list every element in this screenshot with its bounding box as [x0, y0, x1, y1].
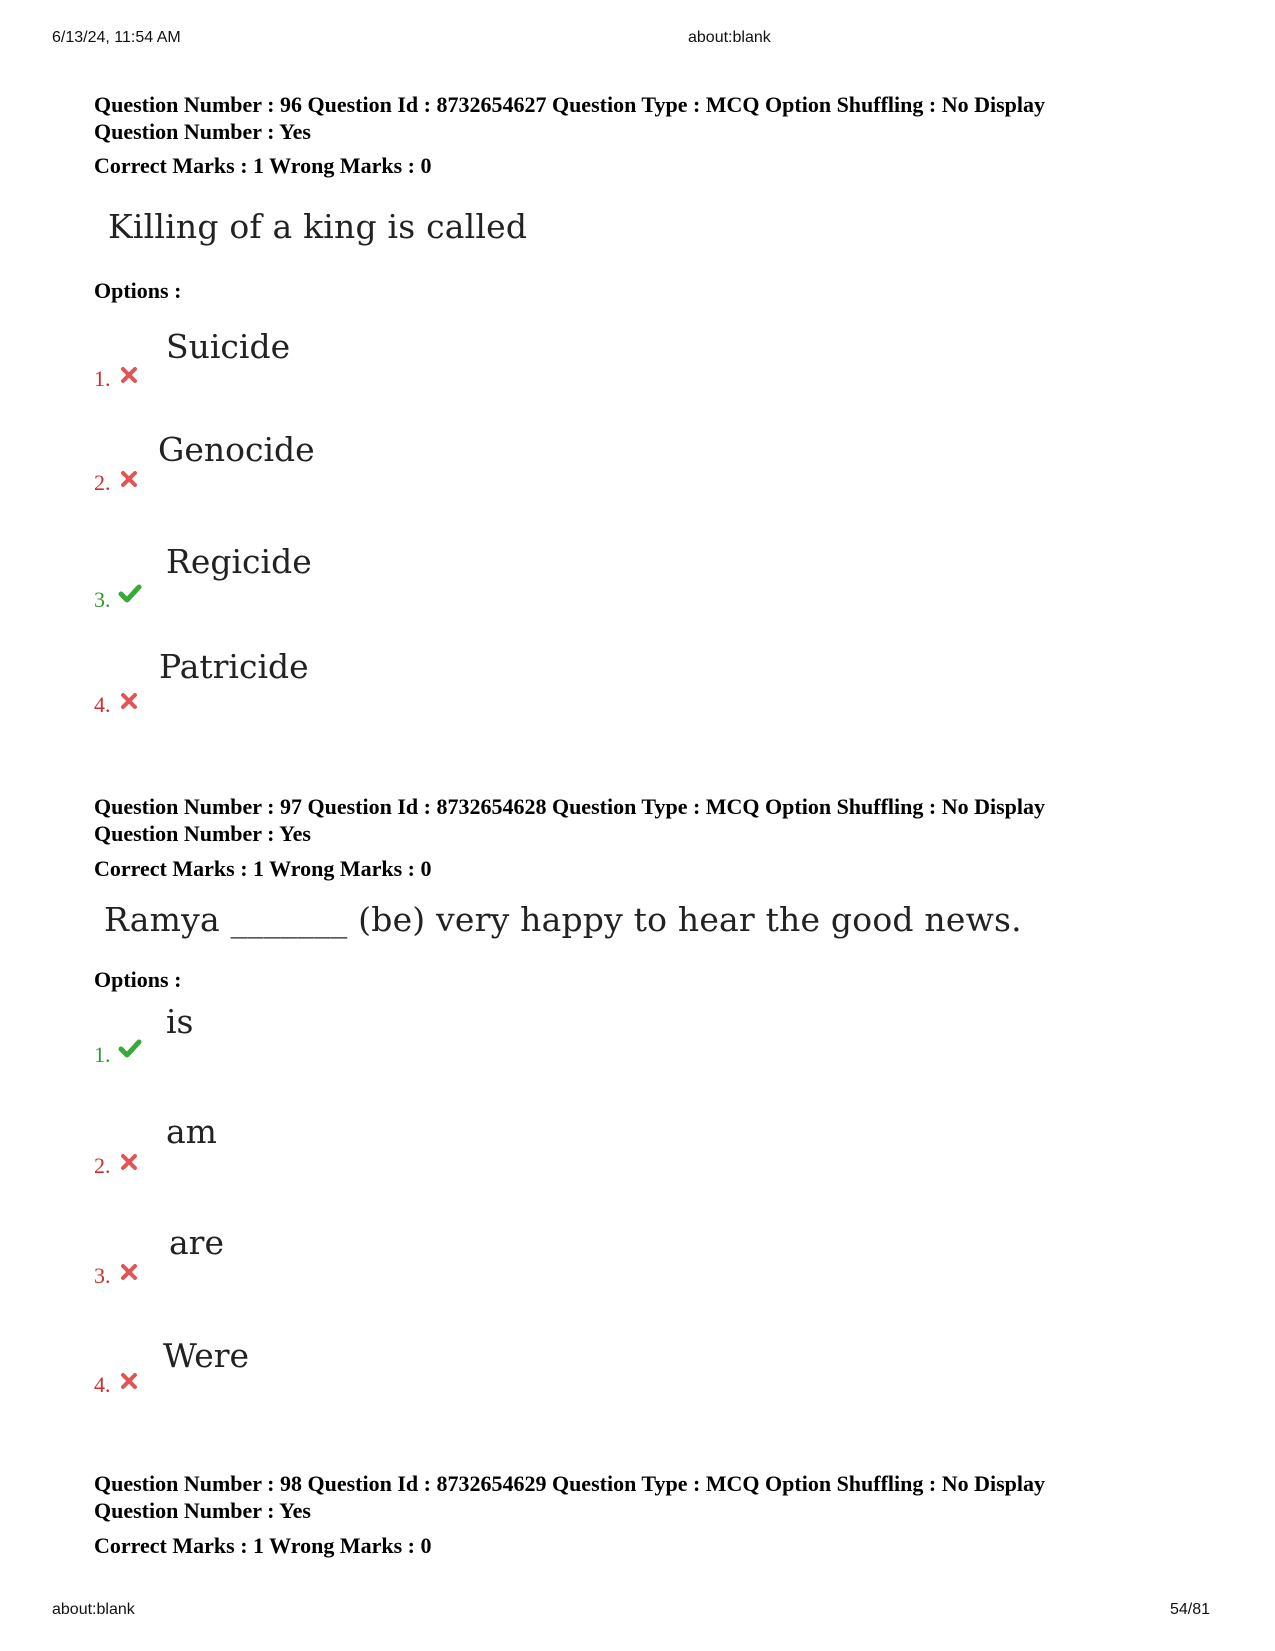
option-number: 4.	[94, 1372, 111, 1397]
option-text: Suicide	[166, 327, 291, 366]
option-text: is	[166, 1002, 194, 1041]
cross-icon	[120, 1372, 138, 1390]
option-text: am	[166, 1112, 217, 1151]
cross-icon	[120, 1153, 138, 1171]
option-number: 4.	[94, 692, 111, 717]
options-label: Options :	[94, 967, 182, 992]
check-icon	[118, 1039, 142, 1059]
question-98-meta	[94, 1470, 1045, 1524]
option-text: Patricide	[159, 647, 309, 686]
question-97-meta	[94, 793, 1045, 847]
check-icon	[118, 584, 142, 604]
question-97-marks: Correct Marks : 1 Wrong Marks : 0	[94, 856, 432, 881]
print-url: about:blank	[688, 29, 771, 46]
question-meta-line: Question Number : 97 Question Id : 8732654628 Question Type : MCQ Option Shuffling : No Display	[94, 794, 1046, 819]
question-96-text: Killing of a king is called	[108, 207, 528, 246]
question-98-marks: Correct Marks : 1 Wrong Marks : 0	[94, 1533, 432, 1558]
option-text: Were	[163, 1336, 250, 1375]
cross-icon	[120, 1263, 138, 1281]
question-meta-line: Question Number : Yes	[94, 1498, 311, 1523]
page-number: 54/81	[1170, 1601, 1211, 1618]
option-number: 3.	[94, 587, 111, 612]
option-number: 3.	[94, 1263, 111, 1288]
options-label: Options :	[94, 278, 182, 303]
option-number: 1.	[94, 366, 111, 391]
question-97-text: Ramya _______ (be) very happy to hear the good news.	[104, 900, 1022, 939]
option-text: are	[169, 1223, 224, 1262]
question-96-marks: Correct Marks : 1 Wrong Marks : 0	[94, 153, 432, 178]
cross-icon	[120, 692, 138, 710]
cross-icon	[120, 366, 138, 384]
option-number: 1.	[94, 1042, 111, 1067]
option-text: Genocide	[158, 430, 315, 469]
question-meta-line: Question Number : 98 Question Id : 8732654629 Question Type : MCQ Option Shuffling : No Display	[94, 1471, 1046, 1496]
option-number: 2.	[94, 470, 111, 495]
print-datetime: 6/13/24, 11:54 AM	[52, 29, 181, 46]
question-96-meta	[94, 91, 1045, 145]
option-text: Regicide	[166, 542, 312, 581]
question-meta-line: Question Number : Yes	[94, 119, 311, 144]
question-meta-line: Question Number : Yes	[94, 821, 311, 846]
footer-url: about:blank	[52, 1601, 135, 1618]
option-number: 2.	[94, 1153, 111, 1178]
cross-icon	[120, 470, 138, 488]
question-meta-line: Question Number : 96 Question Id : 8732654627 Question Type : MCQ Option Shuffling : No Display	[94, 92, 1046, 117]
